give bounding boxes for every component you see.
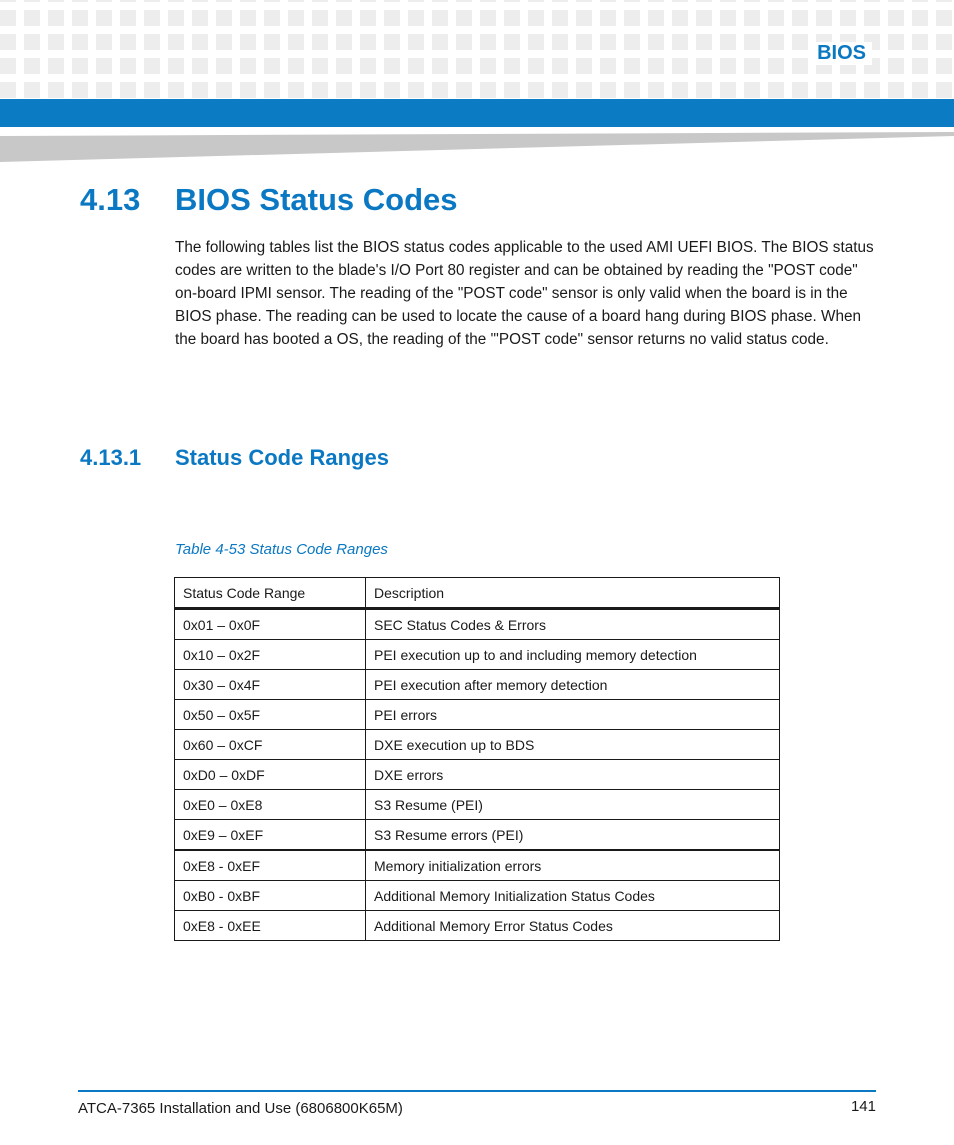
description-cell: PEI execution after memory detection [366,670,780,700]
description-cell: S3 Resume (PEI) [366,790,780,820]
description-cell: DXE errors [366,760,780,790]
table-row [175,670,780,700]
table-row [175,820,780,851]
header-blue-bar [0,99,954,127]
table-header-row [175,578,780,609]
subsection-title: Status Code Ranges [175,445,389,470]
range-cell: 0x01 – 0x0F [175,609,366,640]
page-number: 141 [850,1098,876,1115]
header-gray-wedge [0,132,954,162]
range-cell: 0x60 – 0xCF [175,730,366,760]
description-cell: S3 Resume errors (PEI) [366,820,780,851]
section-heading [80,182,458,218]
table-row [175,640,780,670]
section-title: BIOS Status Codes [175,182,458,217]
range-cell: 0xE8 - 0xEE [175,911,366,941]
table-caption: Table 4-53 Status Code Ranges [175,541,388,558]
description-cell: PEI execution up to and including memory detection [366,640,780,670]
section-number: 4.13 [80,182,141,217]
description-cell: Additional Memory Initialization Status Codes [366,881,780,911]
range-cell: 0x30 – 0x4F [175,670,366,700]
table-row [175,911,780,941]
description-cell: Memory initialization errors [366,850,780,881]
description-cell: SEC Status Codes & Errors [366,609,780,640]
status-code-table [174,577,780,941]
range-cell: 0xE8 - 0xEF [175,850,366,881]
header-cell-range: Status Code Range [175,578,366,609]
table-row [175,790,780,820]
range-cell: 0x50 – 0x5F [175,700,366,730]
subsection-heading [80,445,389,471]
range-cell: 0xE9 – 0xEF [175,820,366,851]
subsection-number: 4.13.1 [80,445,142,470]
intro-paragraph: The following tables list the BIOS status codes applicable to the used AMI UEFI BIOS. The BIOS status codes are written to the blade's I/O Port 80 register and can be obtained by reading the "POST code" on-board IPMI sensor. The reading of the "POST code" sensor is only valid when the board is in the BIOS phase. The reading can be used to locate the cause of a board hang during BIOS phase. When the board has booted a OS, the reading of the '"POST code" sensor returns no valid status code. [175,239,874,348]
range-cell: 0xE0 – 0xE8 [175,790,366,820]
chapter-title: BIOS [811,42,872,65]
table-row [175,609,780,640]
header-cell-description: Description [366,578,780,609]
table-row [175,700,780,730]
table-row [175,881,780,911]
description-cell: PEI errors [366,700,780,730]
range-cell: 0x10 – 0x2F [175,640,366,670]
footer-document-title: ATCA-7365 Installation and Use (6806800K65M) [78,1100,403,1117]
table-row [175,760,780,790]
footer-divider [78,1090,876,1092]
table-row [175,850,780,881]
description-cell: DXE execution up to BDS [366,730,780,760]
description-cell: Additional Memory Error Status Codes [366,911,780,941]
range-cell: 0xD0 – 0xDF [175,760,366,790]
table-row [175,730,780,760]
range-cell: 0xB0 - 0xBF [175,881,366,911]
